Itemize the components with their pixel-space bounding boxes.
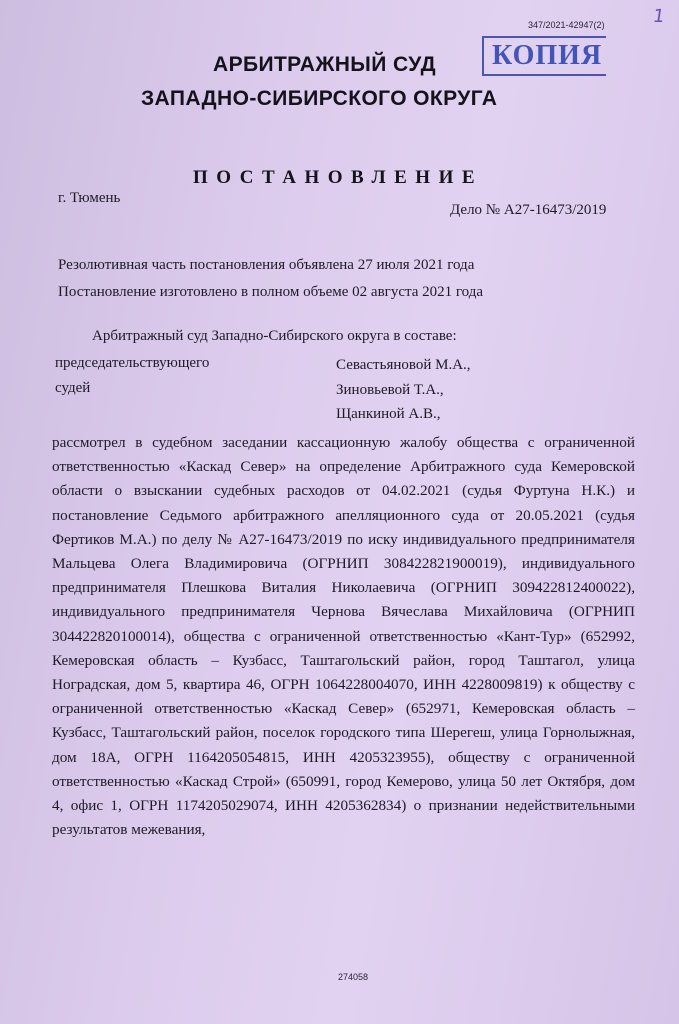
presiding-judge: Севастьяновой М.А., <box>336 357 471 373</box>
court-name-line-2: ЗАПАДНО-СИБИРСКОГО ОКРУГА <box>141 87 498 110</box>
judge-name: Щанкиной А.В., <box>336 406 441 422</box>
judge-name: Зиновьевой Т.А., <box>336 382 444 398</box>
composition-intro: Арбитражный суд Западно-Сибирского округа в составе: <box>92 328 457 344</box>
case-number: Дело № А27-16473/2019 <box>450 202 607 218</box>
full-text-date-line: Постановление изготовлено в полном объеме 02 августа 2021 года <box>58 284 484 300</box>
page-footer-number: 274058 <box>338 972 369 982</box>
city: г. Тюмень <box>58 190 121 206</box>
document-code: 347/2021-42947(2) <box>528 20 605 30</box>
ruling-body-text: рассмотрел в судебном заседании кассационную жалобу общества с ограниченной ответственностью «Каскад Север» на определение Арбитражного суда Кемеровской области о взыскании судебных расходов от 04.02.2021 (судья Фуртуна Н.К.) и постановление Седьмого арбитражного апелляционного суда от 20.05.2021 (судья Фертиков М.А.) по делу № А27-16473/2019 по иску индивидуального предпринимателя Мальцева Олега Владимировича (ОГРНИП 308422821900019), индивидуального предпринимателя Плешкова Виталия Николаевича (ОГРНИП 309422812400022), индивидуального предпринимателя Чернова Вячеслава Михайловича (ОГРНИП 304422820100014), общества с ограниченной ответственностью «Кант-Тур» (652992, Кемеровская область – Кузбасс, Таштагольский район, город Таштагол, улица Ноградская, дом 5, квартира 46, ОГРН 1064228004070, ИНН 4228009819) к обществу с ограниченной ответственностью «Каскад Север» (652971, Кемеровская область – Кузбасс, Таштагольский район, поселок городского типа Шерегеш, улица Горнолыжная, дом 18А, ОГРН 1164205054815, ИНН 4205323955), обществу с ограниченной ответственностью «Каскад Строй» (650991, город Кемерово, улица 50 лет Октября, дом 4, офис 1, ОГРН 1174205029074, ИНН 4205362834) о признании недействительными результатов межевания, <box>52 434 635 839</box>
handwritten-page-number: 1 <box>651 6 666 27</box>
judges-label: судей <box>55 380 91 396</box>
presiding-label: председательствующего <box>55 355 210 371</box>
document-title: ПОСТАНОВЛЕНИЕ <box>193 167 484 188</box>
court-name-line-1: АРБИТРАЖНЫЙ СУД <box>213 53 436 76</box>
copy-stamp: КОПИЯ <box>482 36 606 76</box>
resolution-date-line: Резолютивная часть постановления объявлена 27 июля 2021 года <box>58 257 475 273</box>
